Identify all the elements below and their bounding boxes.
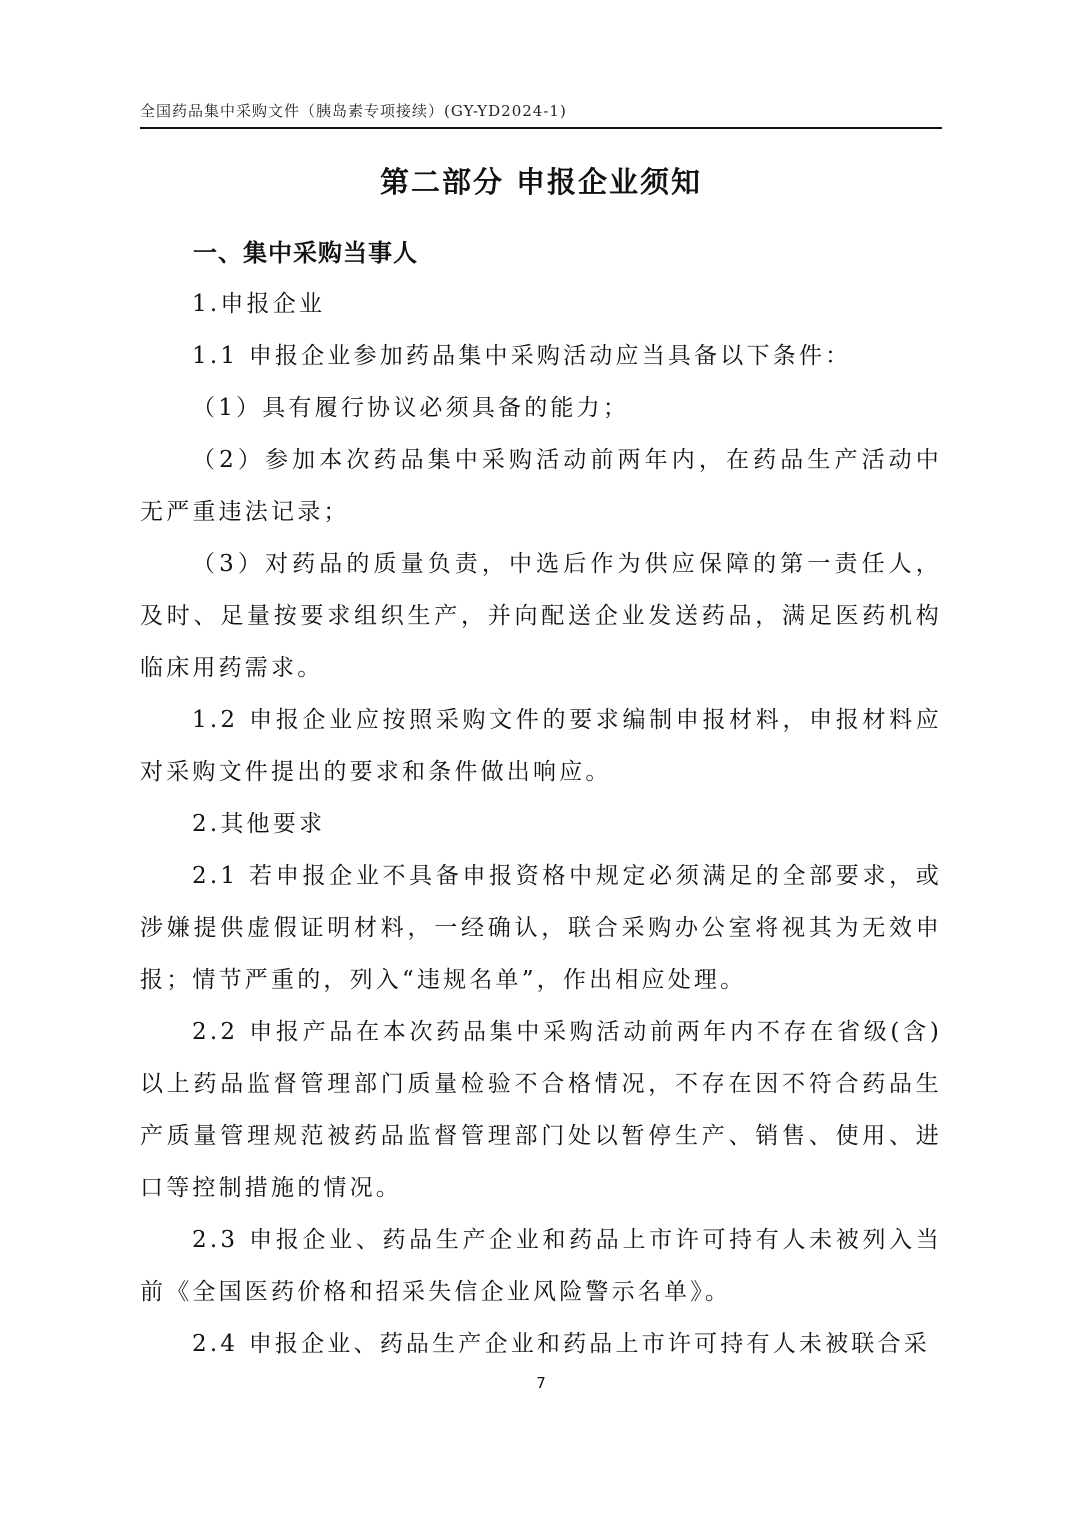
- body-text: [140, 278, 942, 1370]
- paragraph-1-heading: 1.申报企业: [192, 291, 326, 317]
- section-heading: 一、集中采购当事人: [193, 239, 418, 267]
- running-header: 全国药品集中采购文件（胰岛素专项接续）(GY-YD2024-1): [140, 102, 567, 120]
- paragraph-condition-1: （1）具有履行协议必须具备的能力；: [192, 395, 630, 421]
- part-title: 第二部分 申报企业须知: [379, 165, 703, 199]
- paragraph-2-3: 2.3 申报企业、药品生产企业和药品上市许可持有人未被列入当前《全国医药价格和招采失信企业风险警示名单》。: [140, 1227, 942, 1305]
- paragraph-2-heading: 2.其他要求: [192, 811, 326, 837]
- paragraph-1-2: 1.2 申报企业应按照采购文件的要求编制申报材料，申报材料应对采购文件提出的要求和条件做出响应。: [140, 707, 942, 785]
- header-divider: [140, 127, 942, 129]
- paragraph-condition-2: （2）参加本次药品集中采购活动前两年内，在药品生产活动中无严重违法记录；: [140, 447, 942, 525]
- paragraph-condition-3: （3）对药品的质量负责，中选后作为供应保障的第一责任人，及时、足量按要求组织生产，并向配送企业发送药品，满足医药机构临床用药需求。: [140, 551, 942, 681]
- page-number: 7: [536, 1374, 546, 1392]
- paragraph-1-1: 1.1 申报企业参加药品集中采购活动应当具备以下条件：: [192, 343, 852, 369]
- paragraph-2-2: 2.2 申报产品在本次药品集中采购活动前两年内不存在省级(含)以上药品监督管理部门质量检验不合格情况，不存在因不符合药品生产质量管理规范被药品监督管理部门处以暂停生产、销售、使用、进口等控制措施的情况。: [140, 1019, 942, 1201]
- paragraph-2-1: 2.1 若申报企业不具备申报资格中规定必须满足的全部要求，或涉嫌提供虚假证明材料，一经确认，联合采购办公室将视其为无效申报；情节严重的，列入“违规名单”，作出相应处理。: [140, 863, 942, 993]
- paragraph-2-4: 2.4 申报企业、药品生产企业和药品上市许可持有人未被联合采: [192, 1331, 930, 1357]
